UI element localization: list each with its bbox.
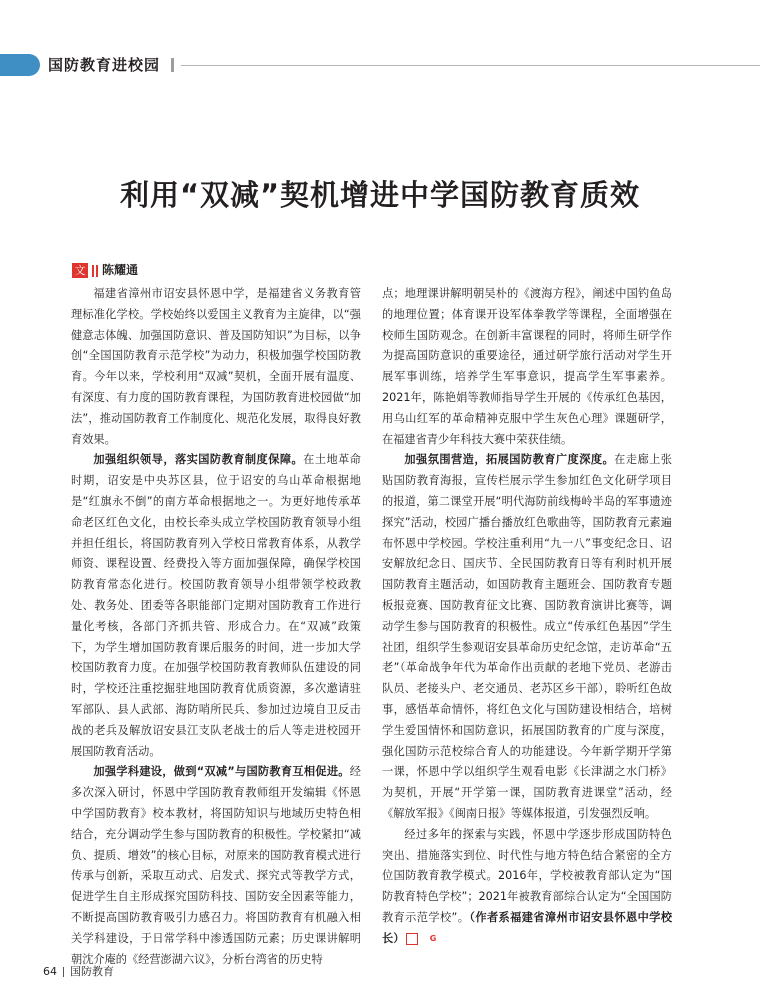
paragraph [71, 450, 361, 762]
magazine-name: 国防教育 [70, 965, 114, 978]
paragraph-body: 在走廊上张贴国防教育海报，宣传栏展示学生参加红色文化研学项目的报道，第二课堂开展“明代海防前线梅岭半岛的军事遗迹探究”活动，校园广播台播放红色歌曲等，国防教育元素遍布怀恩中学校园。学校注重利用“九一八”事变纪念日、诏安解放纪念日、国庆节、全民国防教育日等有利时机开展国防教育主题活动，如国防教育主题班会、国防教育专题板报竞赛、国防教育征文比赛、国防教育演讲比赛等，调动学生参与国防教育的积极性。成立“传承红色基因”学生社团，组织学生参观诏安县革命历史纪念馆，走访革命“五老”（革命战争年代为革命作出贡献的老地下党员、老游击队员、老接头户、老交通员、老苏区乡干部），聆听红色故事，感悟革命情怀，将红色文化与国防建设相结合，培树学生爱国情怀和国防意识，拓展国防教育的广度与深度，强化国防示范校综合育人的功能建设。今年新学期开学第一课，怀恩中学以组织学生观看电影《长津湖之水门桥》为契机，开展“开学第一课，国防教育进课堂”活动，经《解放军报》《闽南日报》等媒体报道，引发强烈反响。 [382, 453, 672, 820]
article-column-right [382, 284, 672, 950]
byline-divider [96, 265, 98, 277]
author-note: （作者系福建省漳州市诏安县怀恩中学校长） [382, 910, 673, 945]
paragraph-lead: 加强氛围营造，拓展国防教育广度深度。 [404, 453, 615, 467]
paragraph: 福建省漳州市诏安县怀恩中学，是福建省义务教育管理标准化学校。学校始终以爱国主义教育为主旋律，以“强健意志体魄、加强国防意识、普及国防知识”为目标，以争创“全国国防教育示范学校”为动力，积极加强学校国防教育。今年以来，学校利用“双减”契机，全面开展有温度、有深度、有力度的国防教育课程，为国防教育进校园做“加法”，推动国防教育工作制度化、规范化发展，取得良好教育效果。 [71, 287, 361, 446]
paragraph-lead: 加强学科建设，做到“双减”与国防教育互相促进。 [93, 765, 350, 779]
paragraph-body: 在土地革命时期，诏安是中央苏区县，位于诏安的乌山革命根据地是“红旗永不倒”的南方革命根据地之一。为更好地传承革命老区红色文化，由校长牵头成立学校国防教育领导小组并担任组长，将国防教育列入学校日常教育体系，从教学师资、课程设置、经费投入等方面加强保障，确保学校国防教育常态化进行。校国防教育领导小组带领学校政教处、教务处、团委等各职能部门定期对国防教育工作进行量化考核，各部门齐抓共管、形成合力。在“双减”政策下，为学生增加国防教育课后服务的时间，进一步加大学校国防教育力度。在加强学校国防教育教师队伍建设的同时，学校还注重挖掘驻地国防教育优质资源，多次邀请驻军部队、县人武部、海防哨所民兵、参加过边境自卫反击战的老兵及解放诏安县江支队老战士的后人等走进校园开展国防教育活动。 [71, 453, 361, 758]
section-header [0, 54, 760, 76]
author-name: 陈耀通 [102, 263, 139, 277]
paragraph-lead: 加强组织领导，落实国防教育制度保障。 [93, 453, 304, 467]
section-title: 国防教育进校园 [48, 56, 161, 74]
byline-mark: 文 [72, 263, 88, 278]
paragraph-body: 经多次深入研讨，怀恩中学国防教育教师组开发编辑《怀恩中学国防教育》校本教材，将国防知识与地域历史特色相结合，充分调动学生参与国防教育的积极性。学校紧扣“减负、提质、增效”的核心目标，对原来的国防教育模式进行传承与创新，采取互动式、启发式、探究式等教学方式，促进学生自主形成探究国防科技、国防安全因素等能力，不断提高国防教育吸引力感召力。将国防教育有机融入相关学科建设，于日常学科中渗透国防元素；历史课讲解明朝沈介庵的《经营澎湖六议》，分析台湾省的历史特 [71, 765, 361, 966]
end-mark-icon: G [406, 933, 418, 945]
article-title: 利用“双减”契机增进中学国防教育质效 [119, 178, 641, 212]
page-footer [43, 965, 114, 979]
article-column-left [71, 284, 361, 970]
paragraph [71, 762, 361, 970]
section-divider [171, 58, 174, 72]
paragraph [382, 450, 672, 824]
paragraph-body: 经过多年的探索与实践，怀恩中学逐步形成国防特色突出、措施落实到位、时代性与地方特色结合紧密的全方位国防教育教学模式。2016年，学校被教育部认定为“国防教育特色学校”；2021年被教育部综合认定为“全国国防教育示范学校”。 [382, 827, 672, 924]
header-rule [181, 65, 760, 66]
section-tab-marker [0, 54, 40, 76]
footer-divider [63, 967, 64, 977]
page-number: 64 [43, 965, 57, 978]
paragraph [382, 825, 672, 950]
paragraph: 点；地理课讲解明朝吴朴的《渡海方程》，阐述中国钓鱼岛的地理位置；体育课开设军体拳教学等课程，全面增强在校师生国防观念。在创新丰富课程的同时，将师生研学作为提高国防意识的重要途径，通过研学旅行活动对学生开展军事训练，培养学生军事意识，提高学生军事素养。2021年，陈艳娟等教师指导学生开展的《传承红色基因，用乌山红军的革命精神克服中学生灰色心理》课题研学，在福建省青少年科技大赛中荣获佳绩。 [382, 287, 672, 446]
byline-divider [92, 265, 94, 277]
